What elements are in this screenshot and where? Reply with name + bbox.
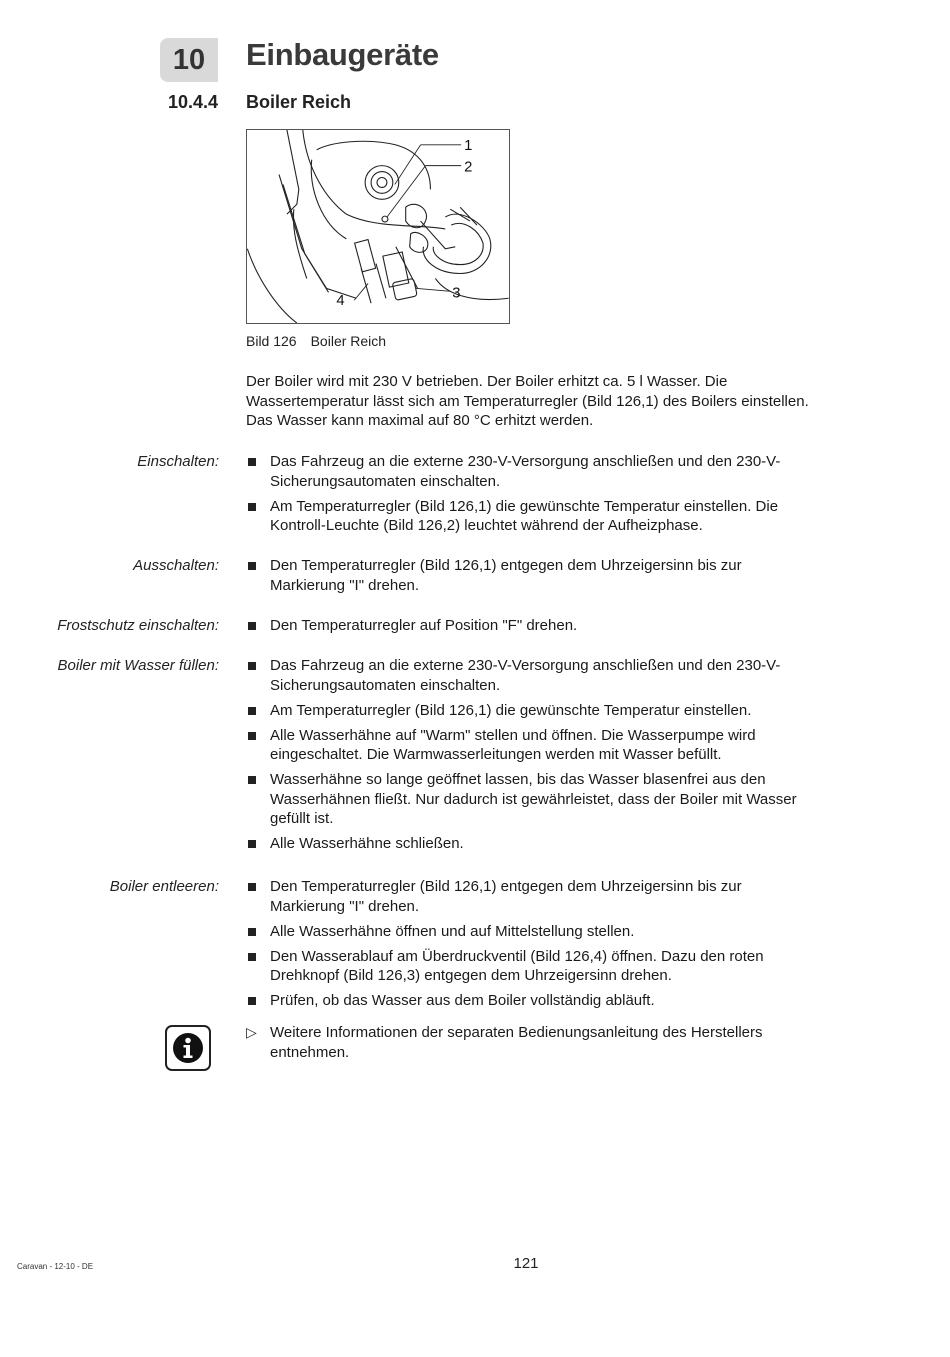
list-item-text: Das Fahrzeug an die externe 230-V-Versorgung anschließen und den 230-V-Sicherungsautomaten einschalten. [270, 453, 781, 490]
square-bullet-icon [248, 776, 256, 784]
block-label: Boiler mit Wasser füllen: [57, 657, 219, 674]
section-number: 10.4.4 [167, 92, 218, 112]
list-item [246, 616, 811, 636]
boiler-illustration [247, 130, 509, 323]
square-bullet-icon [248, 458, 256, 466]
list-item-text: Am Temperaturregler (Bild 126,1) die gewünschte Temperatur einstellen. Die Kontroll-Leuchte (Bild 126,2) leuchtet während der Aufheizphase. [270, 497, 779, 534]
figure-caption-text: Boiler Reich [310, 333, 387, 349]
triangle-right-icon: ▷ [246, 1024, 257, 1040]
list-item [246, 770, 811, 829]
list-item [246, 877, 811, 916]
list-item-text: Alle Wasserhähne auf "Warm" stellen und öffnen. Die Wasserpumpe wird eingeschaltet. Die Warmwasserleitungen werden mit Wasser befüllt. [270, 726, 756, 763]
list-item [246, 452, 811, 491]
list-item [246, 556, 811, 595]
list-item-text: Das Fahrzeug an die externe 230-V-Versorgung anschließen und den 230-V-Sicherungsautomaten einschalten. [270, 657, 781, 694]
info-note-list [246, 1023, 811, 1068]
chapter-title: Einbaugeräte [246, 37, 439, 72]
list-item-text: Am Temperaturregler (Bild 126,1) die gewünschte Temperatur einstellen. [270, 701, 752, 719]
figure-callout-3: 3 [452, 285, 461, 302]
list-item-text: Alle Wasserhähne öffnen und auf Mittelstellung stellen. [270, 922, 635, 940]
info-icon [165, 1025, 211, 1071]
list-item-text: Den Temperaturregler (Bild 126,1) entgegen dem Uhrzeigersinn bis zur Markierung "I" drehen. [270, 557, 742, 594]
info-note-item [246, 1023, 811, 1062]
figure-caption-number: Bild 126 [246, 333, 297, 349]
figure-callout-4: 4 [336, 293, 345, 310]
list-item [246, 947, 811, 986]
list-item-text: Den Wasserablauf am Überdruckventil (Bild 126,4) öffnen. Dazu den roten Drehknopf (Bild 126,3) entgegen dem Uhrzeigersinn drehen. [270, 947, 764, 984]
list-item-text: Den Temperaturregler auf Position "F" drehen. [270, 617, 578, 634]
square-bullet-icon [248, 662, 256, 670]
list-item-text: Alle Wasserhähne schließen. [270, 835, 464, 852]
figure-caption [246, 333, 400, 349]
square-bullet-icon [248, 997, 256, 1005]
instruction-list [246, 616, 811, 641]
list-item-text: Prüfen, ob das Wasser aus dem Boiler vollständig abläuft. [270, 992, 655, 1009]
list-item [246, 834, 811, 854]
boiler-figure [246, 129, 510, 324]
intro-paragraph: Der Boiler wird mit 230 V betrieben. Der Boiler erhitzt ca. 5 l Wasser. Die Wassertemperatur lässt sich am Temperaturregler (Bild 126,1) des Boilers einstellen. Das Wasser kann maximal auf 80 °C erhitzt werden. [246, 373, 809, 429]
figure-callout-1: 1 [464, 137, 473, 154]
page-number: 121 [513, 1255, 539, 1272]
chapter-number-badge: 10 [160, 38, 218, 82]
figure-callout-2: 2 [464, 159, 473, 176]
square-bullet-icon [248, 732, 256, 740]
footer-document-code: Caravan - 12-10 - DE [17, 1262, 94, 1271]
square-bullet-icon [248, 840, 256, 848]
list-item [246, 922, 811, 942]
info-note-text: Weitere Informationen der separaten Bedienungsanleitung des Herstellers entnehmen. [270, 1024, 763, 1061]
square-bullet-icon [248, 622, 256, 630]
instruction-list [246, 877, 811, 1016]
square-bullet-icon [248, 707, 256, 715]
block-label: Frostschutz einschalten: [57, 617, 219, 634]
block-label: Boiler entleeren: [109, 878, 219, 895]
square-bullet-icon [248, 953, 256, 961]
instruction-list [246, 452, 811, 541]
square-bullet-icon [248, 928, 256, 936]
list-item-text: Wasserhähne so lange geöffnet lassen, bis das Wasser blasenfrei aus den Wasserhähnen fließt. Nur dadurch ist gewährleistet, dass der Boiler mit Wasser gefüllt ist. [270, 771, 797, 827]
list-item-text: Den Temperaturregler (Bild 126,1) entgegen dem Uhrzeigersinn bis zur Markierung "I" drehen. [270, 878, 742, 915]
list-item [246, 656, 811, 695]
block-label: Ausschalten: [133, 557, 219, 574]
section-title: Boiler Reich [246, 92, 352, 112]
info-glyph-icon [172, 1032, 204, 1064]
square-bullet-icon [248, 503, 256, 511]
list-item [246, 701, 811, 721]
square-bullet-icon [248, 883, 256, 891]
block-label: Einschalten: [137, 453, 219, 470]
instruction-list [246, 556, 811, 601]
list-item [246, 991, 811, 1011]
list-item [246, 497, 811, 536]
square-bullet-icon [248, 562, 256, 570]
instruction-list [246, 656, 811, 859]
list-item [246, 726, 811, 765]
